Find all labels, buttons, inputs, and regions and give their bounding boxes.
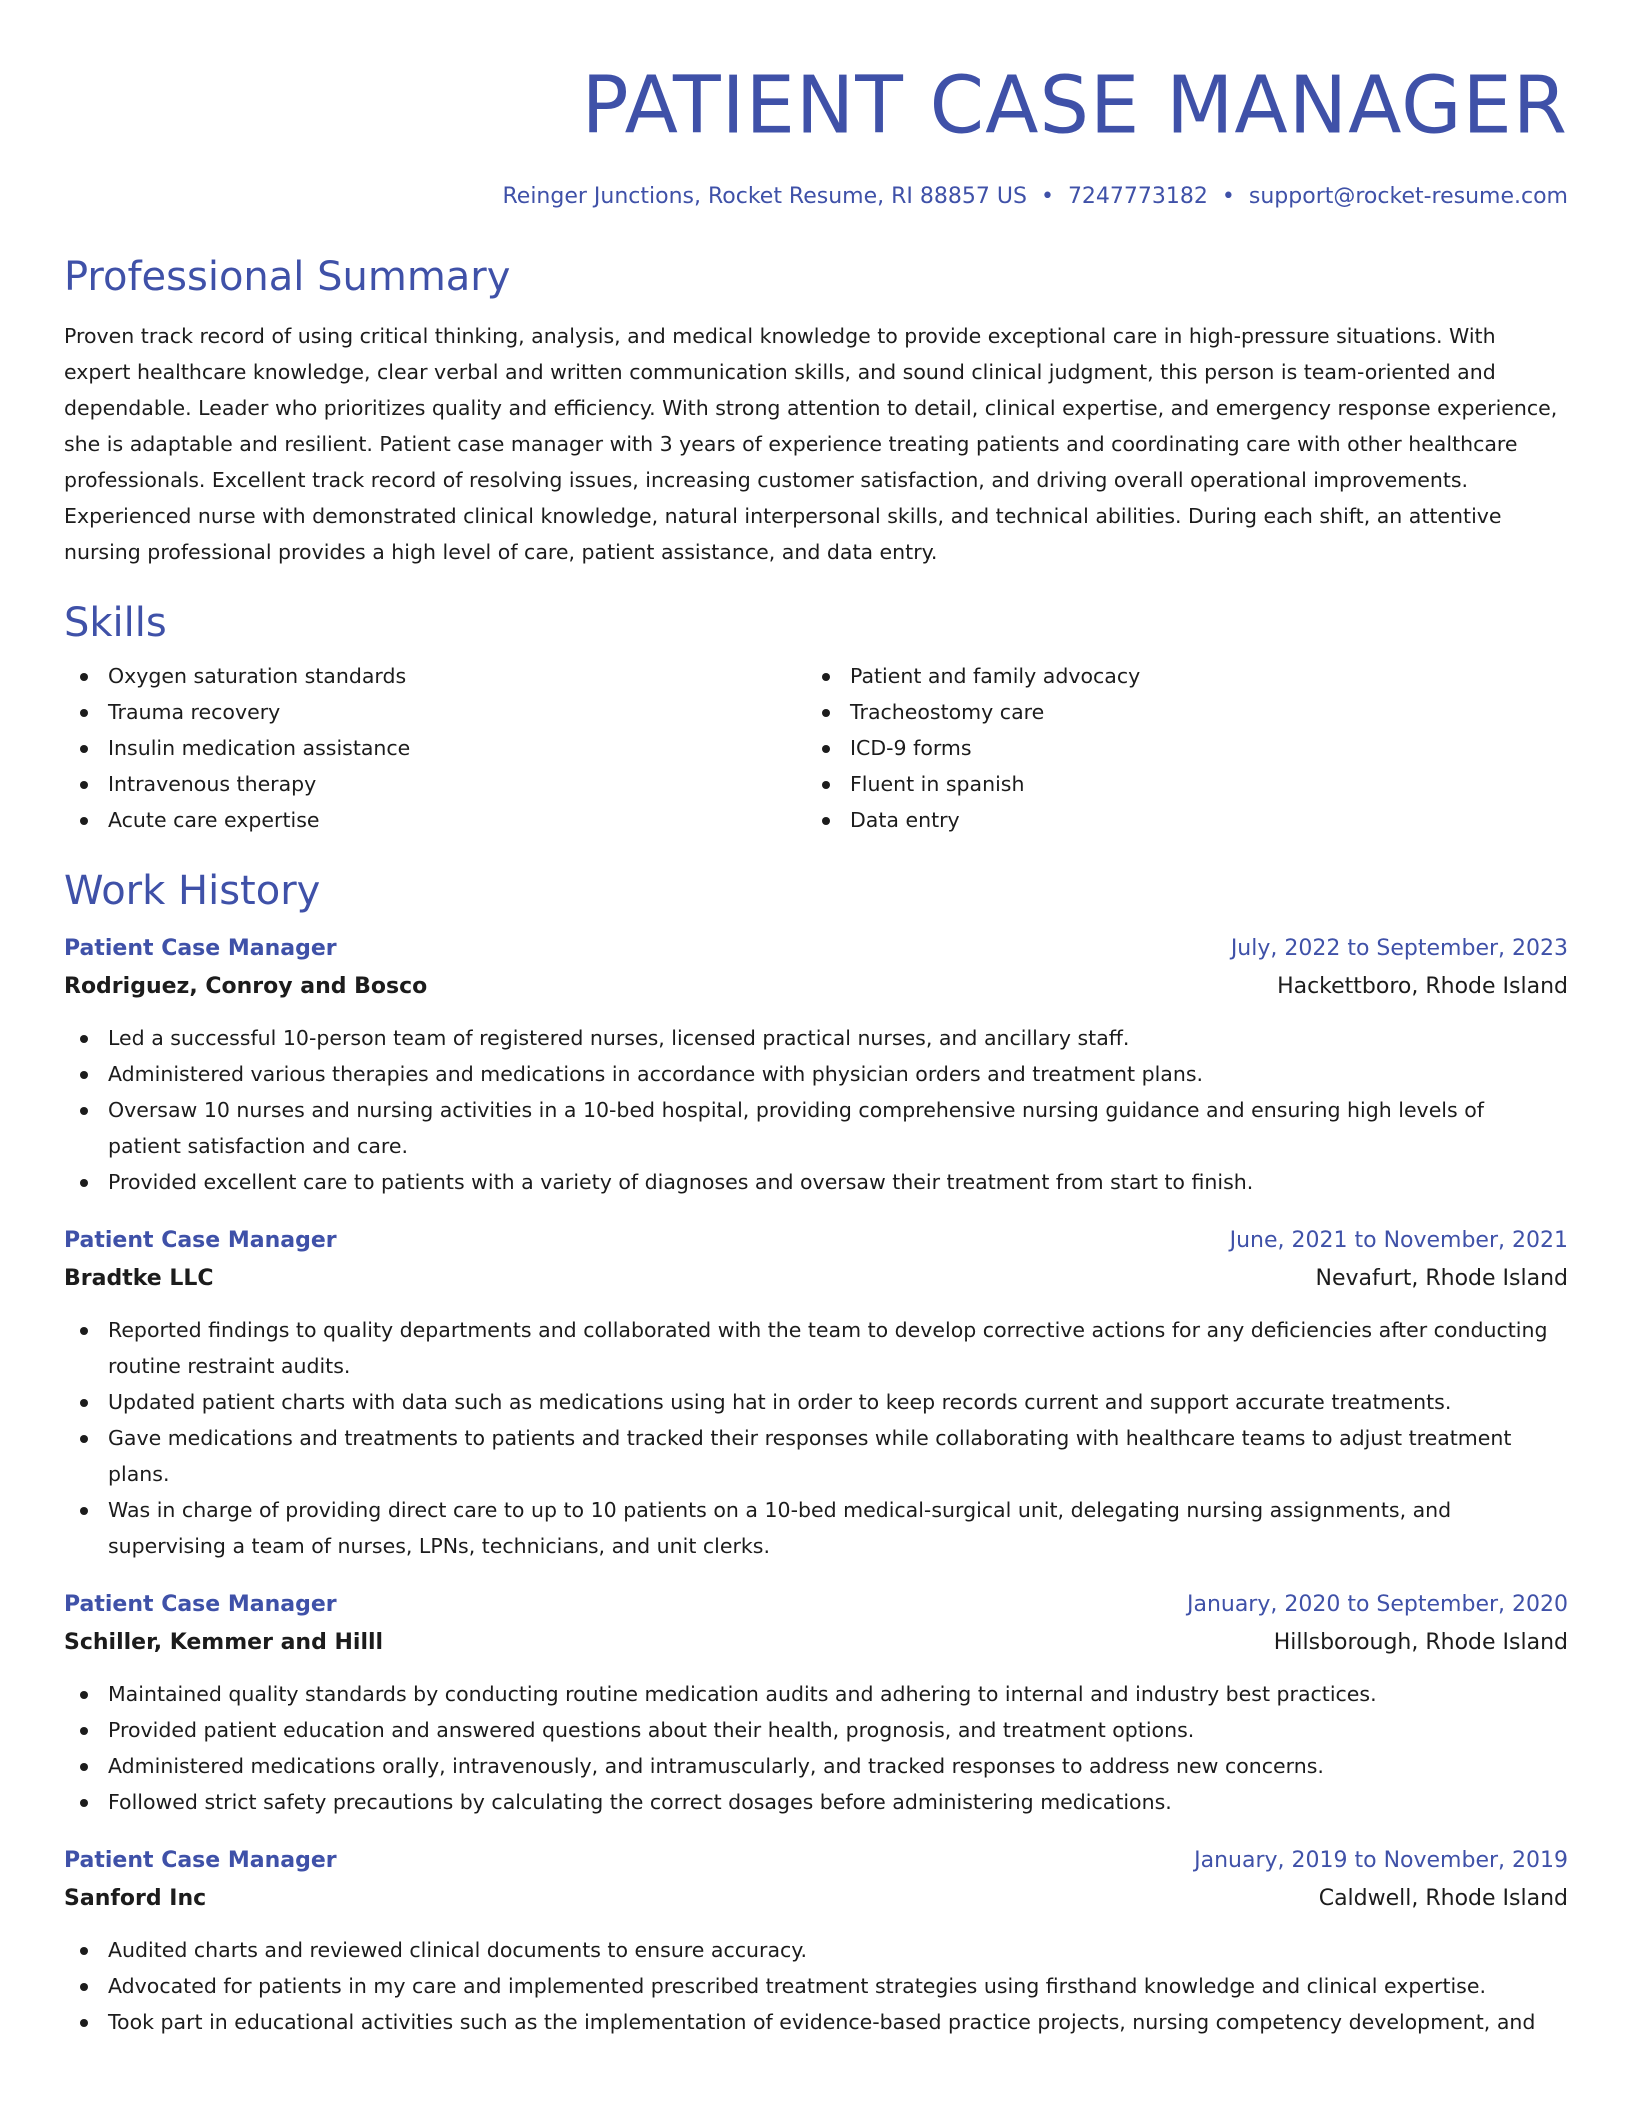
job-location: Nevafurt, Rhode Island (1315, 1266, 1568, 1291)
job-company-row (64, 1260, 1568, 1298)
contact-separator: • (1040, 184, 1054, 209)
job-title: Patient Case Manager (64, 1228, 337, 1253)
job-dates: July, 2022 to September, 2023 (1230, 936, 1568, 961)
job-bullets (64, 1676, 1568, 1820)
skill-item: Oxygen saturation standards (64, 658, 806, 694)
job-header-row (64, 930, 1568, 968)
job-dates: June, 2021 to November, 2021 (1229, 1228, 1568, 1253)
company-name: Rodriguez, Conroy and Bosco (64, 974, 428, 999)
job-dates: January, 2019 to November, 2019 (1194, 1848, 1568, 1873)
job-location: Hillsborough, Rhode Island (1273, 1630, 1568, 1655)
job-entry (64, 1586, 1568, 1820)
skill-item: Insulin medication assistance (64, 730, 806, 766)
job-bullet: Followed strict safety precautions by calculating the correct dosages before administering medications. (64, 1784, 1568, 1820)
job-title: Patient Case Manager (64, 936, 337, 961)
address-text: Reinger Junctions, Rocket Resume, RI 88857 US (502, 184, 1027, 209)
resume-name-heading: PATIENT CASE MANAGER (581, 60, 1568, 152)
job-bullet: Administered medications orally, intravenously, and intramuscularly, and tracked responses to address new concerns. (64, 1748, 1568, 1784)
job-bullet: Took part in educational activities such as the implementation of evidence-based practice projects, nursing competency development, and (64, 2004, 1568, 2040)
job-location: Hackettboro, Rhode Island (1277, 974, 1568, 999)
company-name: Schiller, Kemmer and Hilll (64, 1630, 384, 1655)
skill-item: Acute care expertise (64, 802, 806, 838)
job-bullet: Reported findings to quality departments and collaborated with the team to develop corrective actions for any deficiencies after conducting routine restraint audits. (64, 1312, 1568, 1384)
job-bullets (64, 1932, 1568, 2040)
skills-column-right (806, 658, 1548, 838)
job-header-row (64, 1842, 1568, 1880)
skill-item: Data entry (806, 802, 1548, 838)
job-bullet: Audited charts and reviewed clinical documents to ensure accuracy. (64, 1932, 1568, 1968)
job-bullets (64, 1312, 1568, 1564)
job-dates: January, 2020 to September, 2020 (1186, 1592, 1568, 1617)
skill-item: Tracheostomy care (806, 694, 1548, 730)
skills-column-left (64, 658, 806, 838)
company-name: Sanford Inc (64, 1886, 207, 1911)
job-bullet: Advocated for patients in my care and implemented prescribed treatment strategies using firsthand knowledge and clinical expertise. (64, 1968, 1568, 2004)
skill-item: ICD-9 forms (806, 730, 1548, 766)
job-bullet: Was in charge of providing direct care to up to 10 patients on a 10-bed medical-surgical unit, delegating nursing assignments, and supervising a team of nurses, LPNs, technicians, and unit clerks. (64, 1492, 1568, 1564)
skills-list (64, 658, 1568, 838)
job-company-row (64, 1880, 1568, 1918)
job-title: Patient Case Manager (64, 1592, 337, 1617)
email-link[interactable]: support@rocket-resume.com (1248, 184, 1568, 209)
job-bullet: Led a successful 10-person team of registered nurses, licensed practical nurses, and ancillary staff. (64, 1020, 1568, 1056)
summary-paragraph: Proven track record of using critical thinking, analysis, and medical knowledge to provide exceptional care in high-pressure situations. With expert healthcare knowledge, clear verbal and written communication skills, and sound clinical judgment, this person is team-oriented and dependable. Leader who prioritizes quality and efficiency. With strong attention to detail, clinical expertise, and emergency response experience, she is adaptable and resilient. Patient case manager with 3 years of experience treating patients and coordinating care with other healthcare professionals. Excellent track record of resolving issues, increasing customer satisfaction, and driving overall operational improvements. Experienced nurse with demonstrated clinical knowledge, natural interpersonal skills, and technical abilities. During each shift, an attentive nursing professional provides a high level of care, patient assistance, and data entry. (64, 324, 1558, 564)
skill-item: Trauma recovery (64, 694, 806, 730)
job-entry (64, 1222, 1568, 1564)
job-bullet: Updated patient charts with data such as medications using hat in order to keep records current and support accurate treatments. (64, 1384, 1568, 1420)
job-header-row (64, 1222, 1568, 1260)
job-bullet: Gave medications and treatments to patients and tracked their responses while collaborating with healthcare teams to adjust treatment plans. (64, 1420, 1568, 1492)
skill-item: Patient and family advocacy (806, 658, 1548, 694)
job-location: Caldwell, Rhode Island (1318, 1886, 1568, 1911)
job-title: Patient Case Manager (64, 1848, 337, 1873)
job-bullet: Administered various therapies and medications in accordance with physician orders and treatment plans. (64, 1056, 1568, 1092)
skill-item: Intravenous therapy (64, 766, 806, 802)
job-bullet: Maintained quality standards by conducting routine medication audits and adhering to internal and industry best practices. (64, 1676, 1568, 1712)
contact-separator: • (1221, 184, 1235, 209)
phone-text: 7247773182 (1067, 184, 1208, 209)
job-bullet: Oversaw 10 nurses and nursing activities in a 10-bed hospital, providing comprehensive nursing guidance and ensuring high levels of patient satisfaction and care. (64, 1092, 1568, 1164)
work-history-section-title: Work History (64, 868, 321, 914)
skill-item: Fluent in spanish (806, 766, 1548, 802)
job-bullet: Provided excellent care to patients with a variety of diagnoses and oversaw their treatment from start to finish. (64, 1164, 1568, 1200)
job-entry (64, 1842, 1568, 2040)
job-header-row (64, 1586, 1568, 1624)
skills-section-title: Skills (64, 600, 167, 646)
job-entry (64, 930, 1568, 1200)
summary-section-title: Professional Summary (64, 254, 511, 300)
job-company-row (64, 968, 1568, 1006)
contact-line (64, 182, 1568, 212)
job-bullets (64, 1020, 1568, 1200)
company-name: Bradtke LLC (64, 1266, 214, 1291)
job-bullet: Provided patient education and answered questions about their health, prognosis, and treatment options. (64, 1712, 1568, 1748)
work-history-list (64, 930, 1568, 2040)
job-company-row (64, 1624, 1568, 1662)
